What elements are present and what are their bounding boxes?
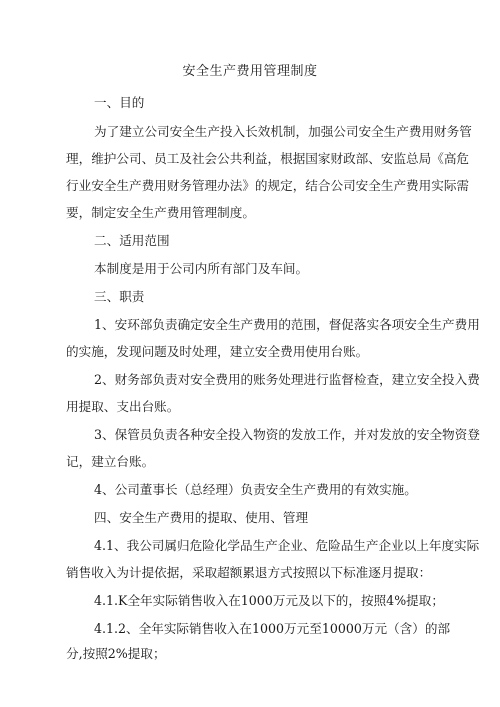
document-title: 安全生产费用管理制度 [182, 64, 318, 79]
section-heading-purpose: 一、目的 [94, 95, 145, 110]
paragraph-line: 行业安全生产费用财务管理办法》的规定，结合公司安全生产费用实际需 [66, 178, 469, 193]
paragraph-line: 2、财务部负责对安全费用的账务处理进行监督检查，建立安全投入费 [94, 372, 480, 387]
paragraph-line: 为了建立公司安全生产投入长效机制，加强公司安全生产费用财务管 [94, 124, 472, 139]
paragraph-line: 销售收入为计提依据，采取超额累退方式按照以下标准逐月提取： [66, 565, 432, 580]
paragraph-line: 的实施，发现问题及时处理，建立安全费用使用台账。 [66, 344, 369, 359]
paragraph-line: 理，维护公司、员工及社会公共利益，根据国家财政部、安监总局《高危 [66, 151, 469, 166]
paragraph-line: 用提取、支出台账。 [66, 399, 180, 414]
section-heading-duties: 三、职责 [94, 289, 145, 304]
paragraph-line: 4.1.K全年实际销售收入在1000万元及以下的，按照4%提取； [94, 593, 444, 608]
paragraph-line: 4、公司董事长（总经理）负责安全生产费用的有效实施。 [94, 482, 417, 497]
paragraph-line: 要，制定安全生产费用管理制度。 [66, 205, 255, 220]
paragraph-line: 记，建立台账。 [66, 454, 155, 469]
paragraph-line: 本制度是用于公司内所有部门及车间。 [94, 261, 309, 276]
section-heading-scope: 二、适用范围 [94, 233, 170, 248]
paragraph-line: 3、保管员负责各种安全投入物资的发放工作，并对发放的安全物资登 [94, 427, 480, 442]
section-heading-fees: 四、安全生产费用的提取、使用、管理 [94, 510, 309, 525]
paragraph-line: 分,按照2%提取； [66, 646, 166, 661]
paragraph-line: 4.1.2、全年实际销售收入在1000万元至10000万元（含）的部 [94, 621, 451, 636]
paragraph-line: 1、安环部负责确定安全生产费用的范围，督促落实各项安全生产费用 [94, 317, 480, 332]
paragraph-line: 4.1、我公司属归危险化学品生产企业、危险品生产企业以上年度实际 [94, 538, 480, 553]
